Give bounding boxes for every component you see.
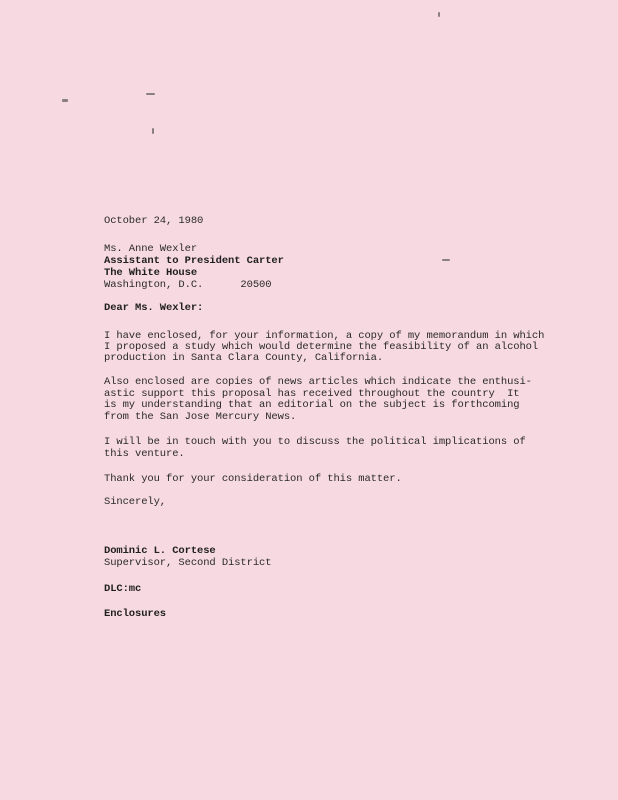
paragraph-3-line-1: I will be in touch with you to discuss the political implications of [104,436,526,448]
recipient-name: Ms. Anne Wexler [104,243,198,255]
paper-speck [442,259,450,261]
paragraph-3-line-2: this venture. [104,448,185,460]
recipient-city: Washington, D.C. 20500 [104,279,272,291]
paper-speck [438,12,440,17]
closing: Sincerely, [104,496,167,508]
paragraph-1-line-2: I proposed a study which would determine the feasibility of an alcohol [104,341,539,353]
paragraph-2-line-2: astic support this proposal has received throughout the country It [104,388,520,400]
paragraph-2-line-1: Also enclosed are copies of news articles which indicate the enthusi- [104,376,532,388]
enclosures-note: Enclosures [104,608,167,620]
paper-speck [62,99,68,102]
recipient-title: Assistant to President Carter [104,255,284,267]
paragraph-1-line-1: I have enclosed, for your information, a copy of my memorandum in which [104,330,545,342]
paragraph-4-line-1: Thank you for your consideration of this matter. [104,473,402,485]
paragraph-2-line-4: from the San Jose Mercury News. [104,411,297,423]
signature-name: Dominic L. Cortese [104,545,216,557]
letter-date: October 24, 1980 [104,215,204,227]
salutation: Dear Ms. Wexler: [104,302,204,314]
paper-speck [152,128,154,134]
paragraph-2-line-3: is my understanding that an editorial on the subject is forthcoming [104,399,520,411]
signature-title: Supervisor, Second District [104,557,272,569]
paragraph-1-line-3: production in Santa Clara County, California. [104,352,384,364]
paper-speck [146,93,155,95]
reference-initials: DLC:mc [104,583,142,595]
recipient-org: The White House [104,267,198,279]
